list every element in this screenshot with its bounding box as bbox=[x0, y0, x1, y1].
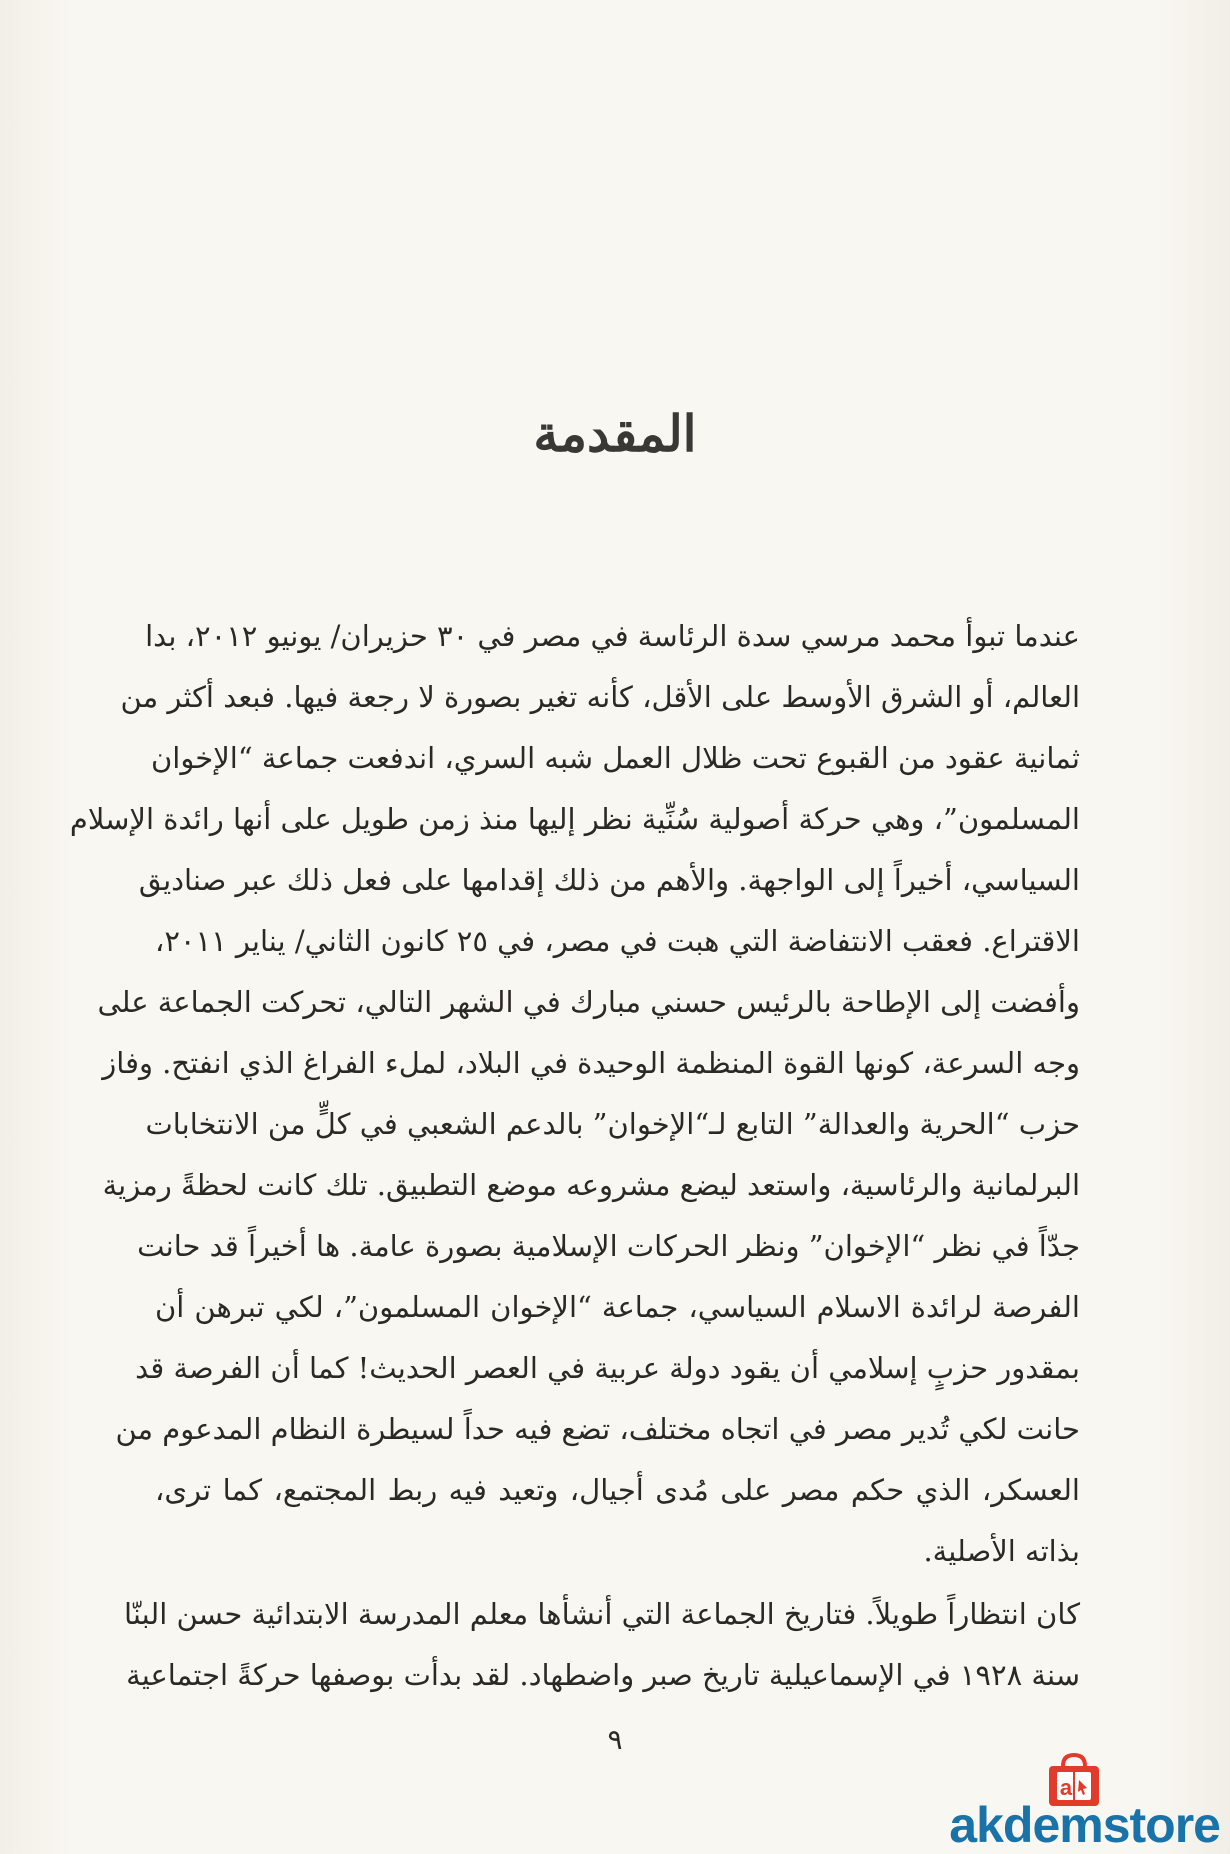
text-line: حانت لكي تُدير مصر في اتجاه مختلف، تضع فيه حداً لسيطرة النظام المدعوم من bbox=[115, 1412, 1080, 1446]
text-line: سنة ١٩٢٨ في الإسماعيلية تاريخ صبر واضطهاد. لقد بدأت بوصفها حركةً اجتماعية bbox=[126, 1658, 1080, 1692]
text-line: بمقدور حزبٍ إسلامي أن يقود دولة عربية في العصر الحديث! كما أن الفرصة قد bbox=[135, 1351, 1080, 1385]
text-line: ثمانية عقود من القبوع تحت ظلال العمل شبه السري، اندفعت جماعة “الإخوان bbox=[150, 741, 1080, 775]
body-text bbox=[69, 606, 1080, 1706]
watermark-logo bbox=[925, 1796, 1225, 1854]
text-line: البرلمانية والرئاسية، واستعد ليضع مشروعه موضع التطبيق. تلك كانت لحظةً رمزية bbox=[102, 1168, 1080, 1202]
text-line: السياسي، أخيراً إلى الواجهة. والأهم من ذلك إقدامها على فعل ذلك عبر صناديق bbox=[138, 863, 1080, 897]
chapter-title: المقدمة bbox=[533, 403, 697, 463]
page-number: ٩ bbox=[607, 1723, 623, 1756]
paragraph-2 bbox=[124, 1584, 1080, 1706]
text-line: الاقتراع. فعقب الانتفاضة التي هبت في مصر، في ٢٥ كانون الثاني/ يناير ٢٠١١، bbox=[154, 924, 1080, 958]
text-line: وأفضت إلى الإطاحة بالرئيس حسني مبارك في الشهر التالي، تحركت الجماعة على bbox=[97, 985, 1080, 1019]
icon-letter: a bbox=[1059, 1775, 1073, 1800]
text-line: العالم، أو الشرق الأوسط على الأقل، كأنه تغير بصورة لا رجعة فيها. فبعد أكثر من bbox=[120, 680, 1080, 714]
text-line: جدّاً في نظر “الإخوان” ونظر الحركات الإسلامية بصورة عامة. ها أخيراً قد حانت bbox=[137, 1229, 1080, 1263]
text-line: عندما تبوأ محمد مرسي سدة الرئاسة في مصر في ٣٠ حزيران/ يونيو ٢٠١٢، بدا bbox=[145, 619, 1080, 653]
text-line: كان انتظاراً طويلاً. فتاريخ الجماعة التي أنشأها معلم المدرسة الابتدائية حسن البنّا bbox=[124, 1597, 1080, 1631]
text-line: العسكر، الذي حكم مصر على مُدى أجيال، وتعيد فيه ربط المجتمع، كما ترى، bbox=[155, 1473, 1080, 1507]
text-line: المسلمون”، وهي حركة أصولية سُنِّية نظر إليها منذ زمن طويل على أنها رائدة الإسلام bbox=[69, 802, 1080, 836]
text-line: بذاته الأصلية. bbox=[923, 1534, 1080, 1568]
text-line: حزب “الحرية والعدالة” التابع لـ“الإخوان” بالدعم الشعبي في كلٍّ من الانتخابات bbox=[145, 1107, 1080, 1141]
text-line: الفرصة لرائدة الاسلام السياسي، جماعة “الإخوان المسلمون”، لكي تبرهن أن bbox=[155, 1290, 1080, 1324]
paragraph-1 bbox=[69, 606, 1080, 1582]
text-line: وجه السرعة، كونها القوة المنظمة الوحيدة في البلاد، لملء الفراغ الذي انفتح. وفاز bbox=[102, 1046, 1080, 1080]
watermark-text: akdemstore bbox=[949, 1797, 1220, 1853]
